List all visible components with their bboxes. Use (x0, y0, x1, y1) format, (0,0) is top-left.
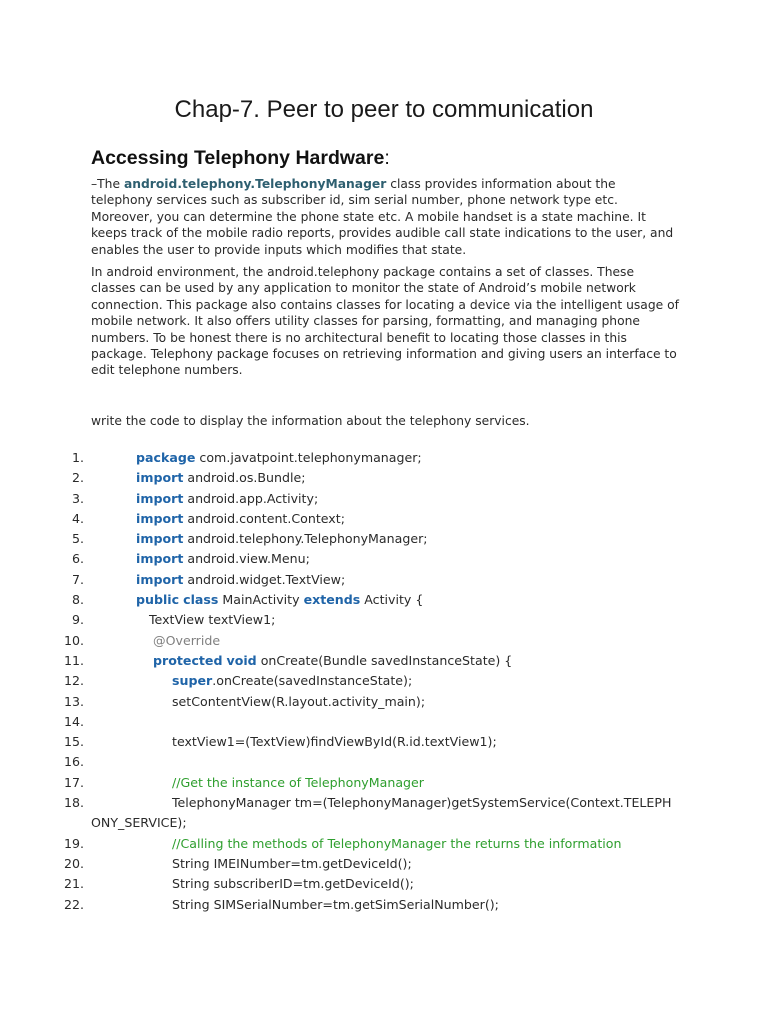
code-content: MainActivity (218, 592, 304, 608)
code-text (136, 549, 310, 569)
code-content: com.javatpoint.telephonymanager; (195, 450, 422, 465)
line-number: 5. (71, 531, 84, 547)
code-text: textView1=(TextView)findViewById(R.id.textView1); (172, 734, 497, 750)
api-class-name: android.telephony.TelephonyManager (123, 177, 387, 191)
line-number: 12. (63, 673, 84, 689)
line-number: 16. (63, 754, 84, 770)
code-keyword: super (172, 673, 213, 689)
code-content: android.view.Menu; (183, 551, 310, 567)
line-number: 21. (63, 876, 84, 892)
code-continuation: ONY_SERVICE); (91, 815, 187, 831)
code-keyword: protected (153, 652, 223, 668)
code-listing (0, 448, 768, 915)
page-title: Chap-7. Peer to peer to communication (174, 96, 594, 123)
code-keyword: import (136, 510, 184, 526)
code-content: onCreate(Bundle savedInstanceState) { (256, 652, 513, 668)
code-line (0, 489, 768, 509)
code-text: String IMEINumber=tm.getDeviceId(); (172, 855, 412, 871)
line-number: 14. (63, 713, 84, 729)
line-number: 8. (71, 592, 84, 608)
line-number: 7. (71, 571, 84, 587)
code-line (0, 610, 768, 630)
line-number: 1. (71, 450, 84, 465)
code-text (136, 529, 428, 549)
code-text: String subscriberID=tm.getDeviceId(); (172, 876, 414, 892)
code-keyword: public (136, 592, 180, 608)
code-keyword: import (136, 531, 184, 547)
paragraph-telephony-package: In android environment, the android.telephony package contains a set of classes. These classes can be used by any application to monitor the state of Android’s mobile network connection. This package also contains classes for locating a device via the intelligent usage of mobile network. It also offers utility classes for parsing, formatting, and managing phone numbers. To be honest there is no architectural benefit to locating those classes in this package. Telephony package focuses on retrieving information and giving users an interface to edit telephone numbers. (91, 265, 679, 378)
code-comment: //Calling the methods of TelephonyManager the returns the information (172, 835, 622, 851)
code-content: Activity { (360, 592, 424, 608)
code-line (0, 692, 768, 712)
line-number: 13. (63, 693, 84, 709)
code-line (0, 448, 768, 468)
line-number: 3. (71, 490, 84, 506)
code-text (136, 489, 318, 509)
code-content: android.os.Bundle; (183, 470, 306, 486)
para1-text: class provides information about the telephony services such as subscriber id, sim serial number, phone network type etc. Moreover, you can determine the phone state etc. A mobile handset is a state machine. It keeps track of the mobile radio reports, provides audible call state indications to the user, and enables the user to provide inputs which modifies that state. (91, 177, 674, 257)
paragraph-telephony-manager (91, 176, 681, 258)
code-text: String SIMSerialNumber=tm.getSimSerialNumber(); (172, 896, 499, 912)
code-content: android.content.Context; (183, 510, 345, 526)
code-line (0, 854, 768, 874)
code-line (0, 793, 768, 834)
code-comment: //Get the instance of TelephonyManager (172, 774, 424, 790)
code-text: setContentView(R.layout.activity_main); (172, 693, 426, 709)
line-number: 10. (63, 632, 84, 648)
code-text (172, 671, 412, 691)
section-heading-colon: : (384, 147, 390, 169)
code-text (136, 468, 306, 488)
code-content: android.telephony.TelephonyManager; (183, 531, 428, 547)
code-content: .onCreate(savedInstanceState); (212, 673, 413, 689)
para1-prefix: –The (91, 177, 124, 191)
code-line (0, 834, 768, 854)
line-number: 20. (63, 855, 84, 871)
section-heading-text: Accessing Telephony Hardware (91, 147, 385, 169)
code-keyword: void (226, 652, 257, 668)
line-number: 17. (63, 774, 84, 790)
code-text (153, 651, 512, 671)
line-number: 9. (71, 612, 84, 628)
line-number: 2. (71, 470, 84, 486)
code-line (0, 651, 768, 671)
paragraph-code-instruction: write the code to display the information about the telephony services. (91, 414, 530, 428)
code-line (0, 671, 768, 691)
code-text: TextView textView1; (149, 612, 276, 628)
code-keyword: import (136, 490, 184, 506)
code-line (0, 895, 768, 915)
code-text (136, 590, 423, 610)
code-line (0, 752, 768, 772)
code-keyword: class (183, 592, 219, 608)
code-line (0, 468, 768, 488)
code-line (0, 570, 768, 590)
code-keyword: import (136, 551, 184, 567)
section-heading (91, 144, 390, 172)
code-text (136, 570, 345, 590)
code-keyword: extends (303, 592, 361, 608)
code-line (0, 631, 768, 651)
code-line (0, 874, 768, 894)
line-number: 4. (71, 510, 84, 526)
code-line (0, 529, 768, 549)
line-number: 11. (63, 652, 84, 668)
code-annotation: @Override (153, 632, 221, 648)
code-content: android.widget.TextView; (183, 571, 346, 587)
line-number: 22. (63, 896, 84, 912)
code-keyword: package (136, 450, 196, 465)
code-keyword: import (136, 470, 184, 486)
code-line (0, 773, 768, 793)
line-number: 6. (71, 551, 84, 567)
code-keyword: import (136, 571, 184, 587)
code-content: android.app.Activity; (183, 490, 319, 506)
code-text: TelephonyManager tm=(TelephonyManager)getSystemService(Context.TELEPH (172, 795, 672, 811)
code-line (0, 509, 768, 529)
code-line (0, 549, 768, 569)
code-line (0, 732, 768, 752)
line-number: 19. (63, 835, 84, 851)
code-text (136, 509, 345, 529)
code-line (0, 712, 768, 732)
code-line (0, 590, 768, 610)
line-number: 15. (63, 734, 84, 750)
line-number: 18. (63, 795, 84, 811)
code-text (136, 448, 422, 468)
